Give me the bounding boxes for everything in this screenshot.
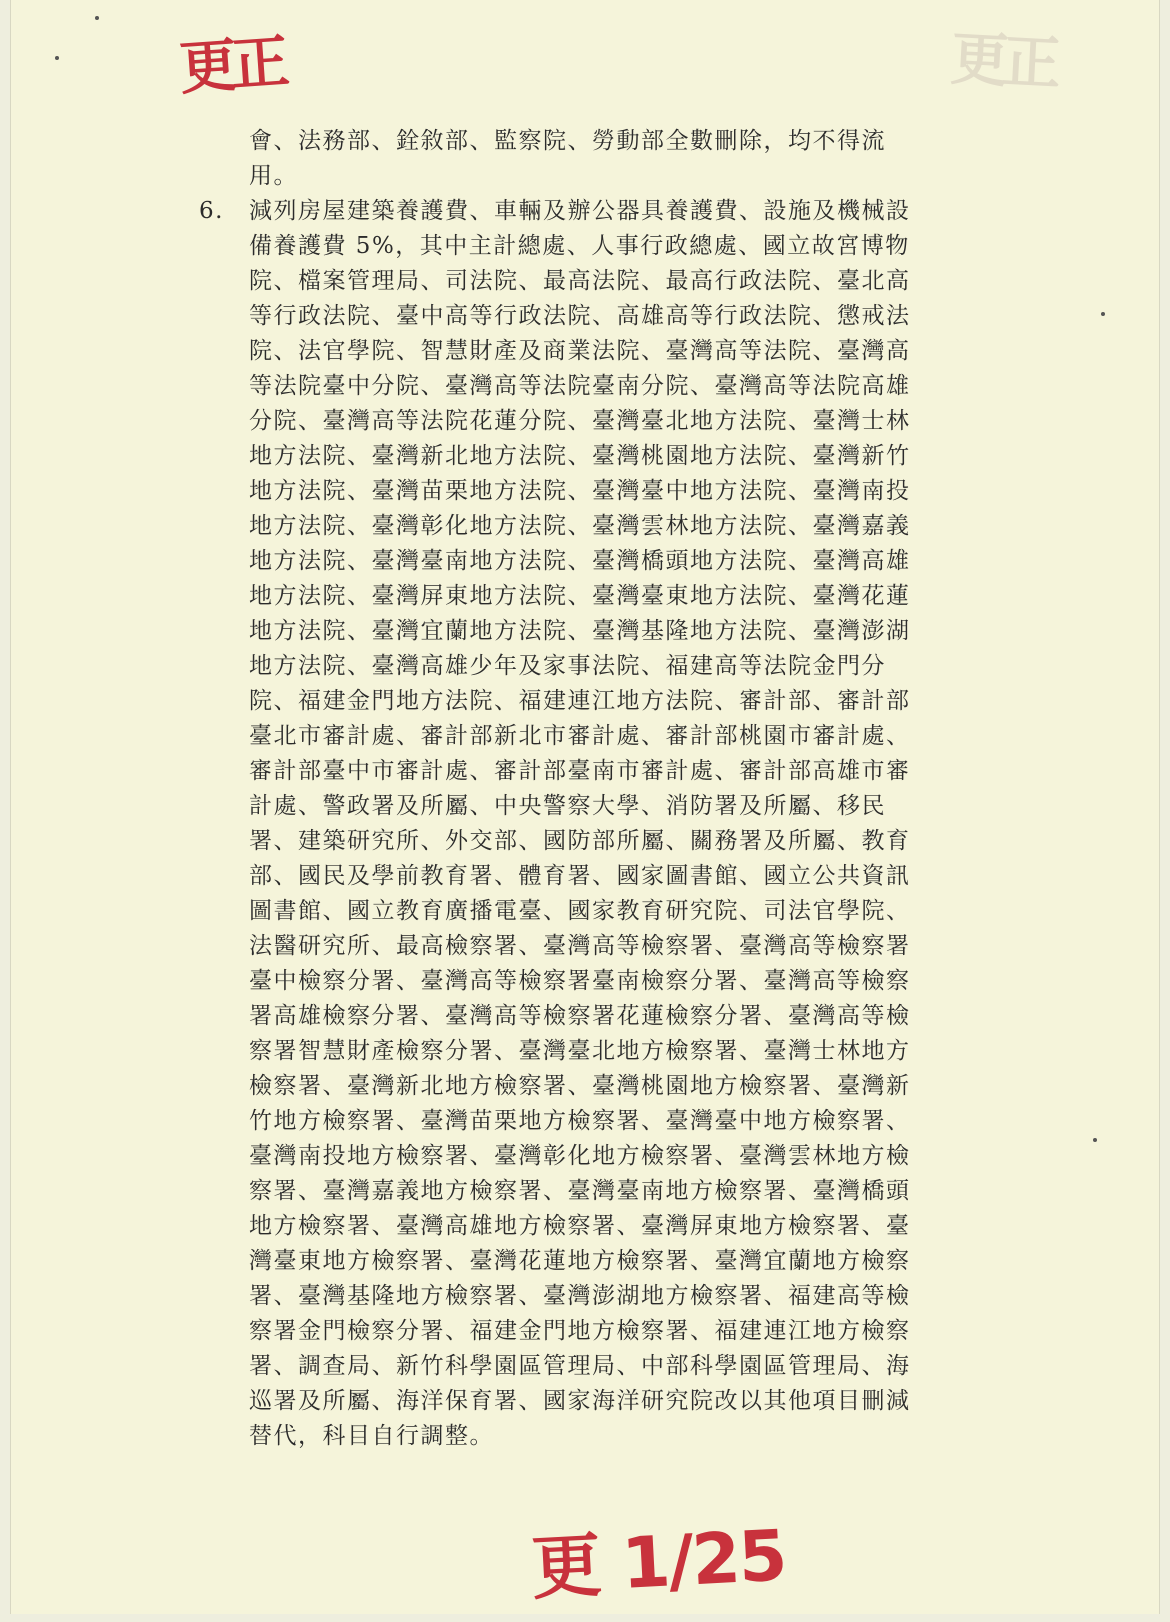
text-line: 地方檢察署、臺灣高雄地方檢察署、臺灣屏東地方檢察署、臺 [249, 1213, 911, 1239]
text-line: 察署、臺灣嘉義地方檢察署、臺灣臺南地方檢察署、臺灣橋頭 [249, 1178, 911, 1204]
text-line: 用。 [249, 163, 298, 189]
text-line: 檢察署、臺灣新北地方檢察署、臺灣桃園地方檢察署、臺灣新 [249, 1073, 911, 1099]
text-line: 地方法院、臺灣屏東地方法院、臺灣臺東地方法院、臺灣花蓮 [249, 583, 911, 609]
text-line: 臺中檢察分署、臺灣高等檢察署臺南檢察分署、臺灣高等檢察 [249, 968, 911, 994]
speck [55, 56, 59, 60]
text-line: 灣臺東地方檢察署、臺灣花蓮地方檢察署、臺灣宜蘭地方檢察 [249, 1248, 911, 1274]
text-line: 地方法院、臺灣新北地方法院、臺灣桃園地方法院、臺灣新竹 [249, 443, 911, 469]
text-line: 等法院臺中分院、臺灣高等法院臺南分院、臺灣高等法院高雄 [249, 373, 911, 399]
text-line: 法醫研究所、最高檢察署、臺灣高等檢察署、臺灣高等檢察署 [249, 933, 911, 959]
text-line: 部、國民及學前教育署、體育署、國家圖書館、國立公共資訊 [249, 863, 911, 889]
item-number: 6. [199, 198, 224, 224]
text-line: 臺北市審計處、審計部新北市審計處、審計部桃園市審計處、 [249, 723, 911, 749]
text-line: 備養護費 5%，其中主計總處、人事行政總處、國立故宮博物 [249, 233, 910, 259]
text-line: 計處、警政署及所屬、中央警察大學、消防署及所屬、移民 [249, 793, 886, 819]
text-line: 地方法院、臺灣彰化地方法院、臺灣雲林地方法院、臺灣嘉義 [249, 513, 911, 539]
correction-stamp: 更正 [177, 27, 286, 103]
text-line: 地方法院、臺灣高雄少年及家事法院、福建高等法院金門分 [249, 653, 886, 679]
text-line: 署高雄檢察分署、臺灣高等檢察署花蓮檢察分署、臺灣高等檢 [249, 1003, 911, 1029]
text-line: 地方法院、臺灣宜蘭地方法院、臺灣基隆地方法院、臺灣澎湖 [249, 618, 911, 644]
text-line: 臺灣南投地方檢察署、臺灣彰化地方檢察署、臺灣雲林地方檢 [249, 1143, 911, 1169]
text-line: 院、福建金門地方法院、福建連江地方法院、審計部、審計部 [249, 688, 911, 714]
text-line: 署、臺灣基隆地方檢察署、臺灣澎湖地方檢察署、福建高等檢 [249, 1283, 911, 1309]
speck [95, 16, 99, 20]
text-line: 會、法務部、銓敘部、監察院、勞動部全數刪除，均不得流 [249, 128, 886, 154]
document-body [199, 124, 989, 1454]
text-line: 審計部臺中市審計處、審計部臺南市審計處、審計部高雄市審 [249, 758, 911, 784]
text-line: 地方法院、臺灣臺南地方法院、臺灣橋頭地方法院、臺灣高雄 [249, 548, 911, 574]
text-line: 減列房屋建築養護費、車輛及辦公器具養護費、設施及機械設 [249, 198, 911, 224]
text-line: 署、調查局、新竹科學園區管理局、中部科學園區管理局、海 [249, 1353, 911, 1379]
text-line: 等行政法院、臺中高等行政法院、高雄高等行政法院、懲戒法 [249, 303, 911, 329]
speck [1101, 312, 1105, 316]
text-line: 地方法院、臺灣苗栗地方法院、臺灣臺中地方法院、臺灣南投 [249, 478, 911, 504]
speck [1093, 1138, 1097, 1142]
page-number-stamp: 更 1/25 [529, 1514, 788, 1610]
text-line: 察署智慧財產檢察分署、臺灣臺北地方檢察署、臺灣士林地方 [249, 1038, 911, 1064]
text-line: 巡署及所屬、海洋保育署、國家海洋研究院改以其他項目刪減 [249, 1388, 911, 1414]
document-page [10, 0, 1160, 1614]
text-line: 圖書館、國立教育廣播電臺、國家教育研究院、司法官學院、 [249, 898, 911, 924]
text-line: 分院、臺灣高等法院花蓮分院、臺灣臺北地方法院、臺灣士林 [249, 408, 911, 434]
text-line: 竹地方檢察署、臺灣苗栗地方檢察署、臺灣臺中地方檢察署、 [249, 1108, 911, 1134]
text-line: 署、建築研究所、外交部、國防部所屬、關務署及所屬、教育 [249, 828, 911, 854]
bleed-through-stamp: 更正 [949, 24, 1057, 98]
text-line: 院、法官學院、智慧財產及商業法院、臺灣高等法院、臺灣高 [249, 338, 911, 364]
text-line: 院、檔案管理局、司法院、最高法院、最高行政法院、臺北高 [249, 268, 911, 294]
list-item-first-line [199, 194, 989, 229]
text-line: 替代，科目自行調整。 [249, 1423, 494, 1449]
text-line: 察署金門檢察分署、福建金門地方檢察署、福建連江地方檢察 [249, 1318, 911, 1344]
